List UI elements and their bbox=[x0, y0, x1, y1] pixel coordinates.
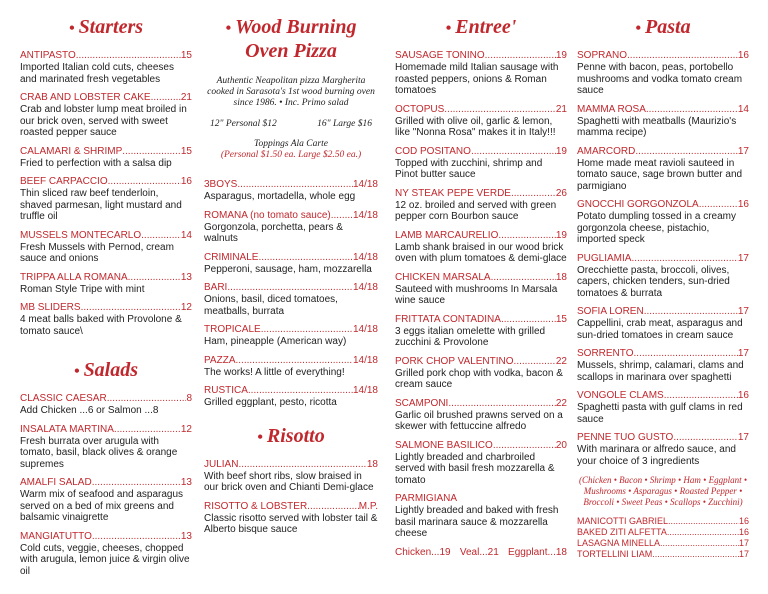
menu-item bbox=[577, 306, 749, 341]
leader-dots bbox=[511, 188, 556, 200]
menu-item bbox=[204, 252, 378, 276]
menu-item-description: Lamb shank braised in our wood brick oven with plum tomatoes & demi-glace bbox=[395, 241, 567, 264]
leader-dots bbox=[128, 272, 181, 284]
leader-dots bbox=[627, 50, 738, 62]
menu-item-name: BARI bbox=[204, 282, 228, 293]
menu-item-price: 16 bbox=[737, 50, 749, 61]
menu-item-name: PUGLIAMIA bbox=[577, 252, 632, 264]
pizza-intro: Authentic Neapolitan pizza Margherita cooked in Sarasota's 1st wood burning oven since 1986. • Inc. Primo salad bbox=[207, 76, 375, 108]
menu-item-name: LAMB MARCAURELIO bbox=[395, 229, 499, 241]
menu-item-description: Penne with bacon, peas, portobello mushrooms and vodka tomato cream sauce bbox=[577, 62, 743, 96]
column-starters-salads bbox=[20, 8, 192, 584]
menu-item-name: CLASSIC CAESAR bbox=[20, 393, 107, 404]
column-entree bbox=[395, 8, 567, 558]
menu-item bbox=[395, 230, 567, 265]
menu-item-name: LASAGNA MINELLA bbox=[577, 538, 661, 548]
menu-item-description: Fresh Mussels with Pernod, cream sauce and onions bbox=[20, 241, 174, 264]
menu-item-description: 12 oz. broiled and served with green pepper corn Bourbon sauce bbox=[395, 199, 557, 222]
leader-dots bbox=[660, 538, 739, 549]
leader-dots bbox=[668, 516, 739, 527]
menu-item-name: MANGIATUTTO bbox=[20, 530, 92, 542]
menu-item-price: 16 bbox=[737, 199, 749, 210]
leader-dots bbox=[237, 179, 353, 191]
menu-item-price: 19 bbox=[555, 145, 567, 157]
menu-item-description: Roman Style Tripe with mint bbox=[20, 283, 145, 295]
risotto-list bbox=[204, 459, 378, 536]
section-title-pasta: • Pasta bbox=[635, 16, 691, 38]
menu-item-header bbox=[395, 440, 567, 452]
leader-dots bbox=[261, 324, 353, 336]
menu-item-header bbox=[395, 398, 567, 410]
menu-item bbox=[395, 188, 567, 223]
size-personal: 12" Personal $12 bbox=[210, 119, 277, 129]
menu-item-price: 14 bbox=[737, 103, 749, 115]
leader-dots bbox=[151, 92, 181, 104]
leader-dots bbox=[122, 146, 181, 158]
section-title-salads: • Salads bbox=[73, 359, 139, 381]
menu-item-header bbox=[577, 390, 749, 402]
menu-item-price: 17 bbox=[737, 145, 749, 157]
menu-item bbox=[204, 282, 378, 317]
menu-item bbox=[20, 146, 192, 170]
menu-item-name: GNOCCHI GORGONZOLA bbox=[577, 199, 699, 210]
menu-item-name: CRAB AND LOBSTER CAKE bbox=[20, 92, 151, 103]
menu-item-name: SCAMPONI bbox=[395, 397, 449, 409]
menu-item-price: 18 bbox=[555, 271, 567, 283]
leader-dots bbox=[501, 314, 556, 326]
menu-item-header bbox=[577, 306, 749, 318]
leader-dots bbox=[631, 253, 737, 265]
menu-item-name: SAUSAGE TONINO bbox=[395, 50, 485, 61]
menu-item-header bbox=[577, 146, 749, 158]
menu-item-header bbox=[204, 501, 378, 513]
leader-dots bbox=[514, 356, 556, 368]
menu-item-price: 8 bbox=[186, 393, 192, 404]
menu-item bbox=[204, 501, 378, 536]
menu-item-header bbox=[395, 188, 567, 200]
menu-item-name: SOPRANO bbox=[577, 50, 628, 61]
menu-item-name: MAMMA ROSA bbox=[577, 103, 646, 115]
leader-dots bbox=[498, 230, 556, 242]
leader-dots bbox=[652, 549, 739, 560]
pasta-list bbox=[577, 50, 749, 467]
menu-item-description: Pepperoni, sausage, ham, mozzarella bbox=[204, 263, 372, 275]
leader-dots bbox=[141, 230, 181, 242]
menu-item-price: 16 bbox=[738, 516, 749, 526]
pasta-extra-item bbox=[577, 549, 749, 560]
menu-item bbox=[204, 385, 378, 409]
menu-item-name: PORK CHOP VALENTINO bbox=[395, 355, 514, 367]
menu-item bbox=[395, 314, 567, 349]
leader-dots bbox=[258, 252, 353, 264]
menu-item-price: 17 bbox=[738, 538, 749, 548]
menu-item-name: SORRENTO bbox=[577, 348, 634, 359]
menu-item-description: Lightly breaded and charbroiled served with basil fresh mozzarella & tomato bbox=[395, 451, 555, 486]
parmigiana-prices bbox=[395, 547, 567, 558]
leader-dots bbox=[448, 398, 556, 410]
menu-item-price: 22 bbox=[555, 355, 567, 367]
menu-item bbox=[204, 179, 378, 203]
menu-item-description: Home made meat ravioli sauteed in tomato sauce, sage brown butter and parmigiano bbox=[577, 157, 743, 192]
menu-item-price: 15 bbox=[555, 313, 567, 325]
menu-item-price: 26 bbox=[555, 187, 567, 199]
menu-item-description: Fried to perfection with a salsa dip bbox=[20, 157, 172, 169]
leader-dots bbox=[107, 393, 187, 405]
section-title-risotto: • Risotto bbox=[257, 424, 325, 447]
menu-item-description: Spaghetti with meatballs (Maurizio's mamma recipe) bbox=[577, 115, 737, 138]
menu-item-description: The works! A little of everything! bbox=[204, 366, 345, 378]
menu-item-price: 19 bbox=[555, 229, 567, 241]
menu-item-header bbox=[20, 176, 192, 188]
menu-item-name: PENNE TUO GUSTO bbox=[577, 432, 674, 443]
menu-item-description: Garlic oil brushed prawns served on a skewer with fettuccine alfredo bbox=[395, 409, 563, 432]
menu-item-name: BAKED ZITI ALFETTA bbox=[577, 527, 667, 537]
menu-item-header bbox=[577, 199, 749, 211]
menu-item-header bbox=[20, 424, 192, 436]
menu-item bbox=[204, 355, 378, 379]
column-pizza-risotto bbox=[204, 8, 378, 543]
leader-dots bbox=[81, 302, 181, 314]
menu-item-header bbox=[577, 348, 749, 360]
salads-list bbox=[20, 393, 192, 577]
menu-item bbox=[395, 272, 567, 307]
leader-dots bbox=[76, 50, 181, 62]
menu-item-description: Cappellini, crab meat, asparagus and sun-dried tomatoes in cream sauce bbox=[577, 318, 743, 341]
menu-item-description: Homemade mild Italian sausage with roasted peppers, onions & Roman tomatoes bbox=[395, 62, 559, 96]
menu-item-price: 21 bbox=[180, 92, 192, 103]
menu-item-header bbox=[20, 272, 192, 284]
menu-item-header bbox=[204, 252, 378, 264]
menu-item-price: 17 bbox=[737, 348, 749, 359]
menu-item-price: 17 bbox=[737, 306, 749, 317]
menu-item bbox=[20, 393, 192, 417]
pasta-extras-list bbox=[577, 516, 749, 560]
menu-item-description: Gorgonzola, porchetta, pears & walnuts bbox=[204, 221, 343, 244]
menu-item-name: ROMANA (no tomato sauce) bbox=[204, 209, 331, 221]
leader-dots bbox=[644, 306, 738, 318]
menu-item bbox=[395, 104, 567, 139]
menu-item-name: NY STEAK PEPE VERDE bbox=[395, 187, 511, 199]
menu-item-header bbox=[577, 253, 749, 265]
section-title-starters: • Starters bbox=[68, 16, 144, 38]
menu-item bbox=[20, 176, 192, 223]
menu-item-price: M.P. bbox=[358, 500, 378, 512]
menu-item-name: INSALATA MARTINA bbox=[20, 423, 114, 435]
menu-item bbox=[20, 302, 192, 337]
menu-item-name: OCTOPUS bbox=[395, 103, 445, 115]
leader-dots bbox=[248, 385, 353, 397]
menu-item-header bbox=[204, 324, 378, 336]
menu-item-name: TRIPPA ALLA ROMANA bbox=[20, 271, 128, 283]
menu-item-price: 14 bbox=[180, 229, 192, 241]
leader-dots bbox=[108, 176, 181, 188]
menu-item-name: RISOTTO & LOBSTER bbox=[204, 500, 308, 512]
menu-item-name: SALMONE BASILICO bbox=[395, 439, 493, 451]
toppings-prices: (Personal $1.50 ea. Large $2.50 ea.) bbox=[220, 150, 362, 160]
menu-item bbox=[577, 104, 749, 139]
menu-item-name: TORTELLINI LIAM bbox=[577, 549, 653, 559]
pasta-extra-item bbox=[577, 527, 749, 538]
leader-dots bbox=[227, 282, 353, 294]
leader-dots bbox=[667, 527, 739, 538]
entree-list bbox=[395, 50, 567, 540]
menu-item bbox=[204, 324, 378, 348]
menu-item-name: COD POSITANO bbox=[395, 145, 471, 157]
menu-item-name: RUSTICA bbox=[204, 385, 248, 396]
menu-item-price: 19 bbox=[555, 50, 567, 61]
menu-item bbox=[577, 348, 749, 383]
menu-item bbox=[20, 50, 192, 85]
menu-item bbox=[395, 50, 567, 97]
menu-item-price: 20 bbox=[555, 439, 567, 451]
pizza-list bbox=[204, 179, 378, 409]
menu-item-description: Lightly breaded and baked with fresh basil marinara sauce & mozzarella cheese bbox=[395, 505, 559, 539]
menu-item bbox=[20, 477, 192, 524]
leader-dots bbox=[331, 210, 353, 222]
menu-item-description: Ham, pineapple (American way) bbox=[204, 336, 347, 347]
menu-item-header bbox=[204, 210, 378, 222]
leader-dots bbox=[699, 199, 738, 211]
pasta-ingredient-choices: (Chicken • Bacon • Shrimp • Ham • Eggplant • Mushrooms • Asparagus • Roasted Pepper • Broccoli • Sweet Peas • Scallops • Zucchini) bbox=[579, 475, 747, 507]
menu-item-price: 14/18 bbox=[352, 282, 378, 293]
menu-item-name: CHICKEN MARSALA bbox=[395, 271, 491, 283]
menu-item bbox=[395, 398, 567, 433]
menu-item-description: With marinara or alfredo sauce, and your choice of 3 ingredients bbox=[577, 444, 736, 467]
leader-dots bbox=[646, 104, 738, 116]
menu-item bbox=[395, 493, 567, 540]
menu-item-price: 13 bbox=[180, 530, 192, 542]
size-large: 16" Large $16 bbox=[317, 119, 372, 129]
menu-item-header bbox=[577, 50, 749, 62]
menu-item bbox=[20, 531, 192, 578]
menu-item-price: 14/18 bbox=[352, 251, 378, 263]
menu-item-description: Sauteed with mushrooms In Marsala wine sauce bbox=[395, 283, 558, 306]
menu-item-price: 17 bbox=[737, 432, 749, 443]
menu-item-description: Grilled with olive oil, garlic & lemon, like "Nonna Rosa" makes it in Italy!!! bbox=[395, 115, 556, 138]
leader-dots bbox=[493, 440, 556, 452]
menu-item-name: BEEF CARPACCIO bbox=[20, 176, 108, 187]
menu-item-price: 14/18 bbox=[352, 385, 378, 396]
menu-item-description: Mussels, shrimp, calamari, clams and scallops in marinara over spaghetti bbox=[577, 360, 744, 383]
leader-dots bbox=[444, 104, 556, 116]
menu-item-price: 16 bbox=[738, 527, 749, 537]
menu-item-header bbox=[204, 355, 378, 367]
menu-item bbox=[577, 199, 749, 246]
menu-item-header bbox=[395, 493, 567, 505]
menu-item bbox=[577, 390, 749, 425]
leader-dots bbox=[485, 50, 556, 62]
menu-item-header bbox=[395, 230, 567, 242]
menu-item-name: PAZZA bbox=[204, 354, 236, 366]
menu-item-description: Orecchiette pasta, broccoli, olives, capers, chicken tenders, sun-dried tomatoes & burrata bbox=[577, 264, 730, 299]
menu-item-name: JULIAN bbox=[204, 458, 239, 470]
menu-item bbox=[20, 230, 192, 265]
menu-item-name: AMARCORD bbox=[577, 145, 636, 157]
menu-item-header bbox=[20, 92, 192, 104]
menu-item-price: 18 bbox=[366, 458, 378, 470]
menu-item-price: 17 bbox=[737, 252, 749, 264]
menu-item-name: PARMIGIANA bbox=[395, 493, 458, 504]
menu-item-name: CALAMARI & SHRIMP bbox=[20, 145, 123, 157]
menu-item bbox=[204, 459, 378, 494]
menu-item bbox=[395, 440, 567, 487]
menu-item-name: FRITTATA CONTADINA bbox=[395, 313, 501, 325]
menu-item-description: Classic risotto served with lobster tail & Alberto bisque sauce bbox=[204, 512, 378, 535]
menu-item-description: Spaghetti pasta with gulf clams in red sauce bbox=[577, 402, 743, 425]
toppings-title: Toppings Ala Carte bbox=[254, 139, 328, 149]
menu-item-header bbox=[395, 104, 567, 116]
menu-item bbox=[577, 432, 749, 467]
menu-item-price: 17 bbox=[738, 549, 749, 559]
menu-item-header bbox=[577, 104, 749, 116]
toppings-note bbox=[204, 139, 378, 161]
menu-item bbox=[20, 424, 192, 471]
menu-item-description: Grilled pork chop with vodka, bacon & cream sauce bbox=[395, 367, 563, 390]
menu-item-price: 16 bbox=[737, 390, 749, 401]
menu-item-name: AMALFI SALAD bbox=[20, 477, 92, 488]
menu-item-description: 3 eggs italian omelette with grilled zucchini & Provolone bbox=[395, 325, 546, 348]
menu-item-price: 14/18 bbox=[352, 324, 378, 335]
menu-item-name: 3BOYS bbox=[204, 179, 238, 190]
menu-item-description: Asparagus, mortadella, whole egg bbox=[204, 191, 356, 202]
column-pasta bbox=[577, 8, 749, 560]
menu-item-description: Crab and lobster lump meat broiled in our brick oven, served with sweet roasted pepper sauce bbox=[20, 104, 187, 138]
menu-item-name: MANICOTTI GABRIEL bbox=[577, 516, 669, 526]
menu-item-header bbox=[204, 282, 378, 294]
menu-item-header bbox=[395, 272, 567, 284]
menu-item bbox=[20, 92, 192, 139]
menu-item-header bbox=[395, 50, 567, 62]
menu-item-description: Imported Italian cold cuts, cheeses and marinated fresh vegetables bbox=[20, 62, 174, 85]
menu-item-name: ANTIPASTO bbox=[20, 50, 76, 61]
menu-item-header bbox=[20, 146, 192, 158]
menu-item bbox=[395, 356, 567, 391]
menu-item-description: Cold cuts, veggie, cheeses, chopped with arugula, lemon juice & virgin olive oil bbox=[20, 542, 190, 577]
parm-chicken-price: Chicken...19 bbox=[395, 546, 451, 558]
menu-item bbox=[577, 50, 749, 97]
leader-dots bbox=[491, 272, 556, 284]
menu-item-price: 12 bbox=[180, 302, 192, 313]
leader-dots bbox=[114, 424, 181, 436]
menu-item-header bbox=[20, 230, 192, 242]
parm-eggplant-price: Eggplant...18 bbox=[508, 546, 567, 558]
menu-item-name: TROPICALE bbox=[204, 324, 261, 335]
pizza-sizes bbox=[210, 119, 372, 129]
leader-dots bbox=[235, 355, 352, 367]
leader-dots bbox=[238, 459, 366, 471]
menu-item-price: 14/18 bbox=[352, 354, 378, 366]
menu-item-header bbox=[204, 179, 378, 191]
menu-item bbox=[395, 146, 567, 181]
menu-item-price: 16 bbox=[180, 176, 192, 187]
menu-item-description: Topped with zucchini, shrimp and Pinot butter sauce bbox=[395, 157, 543, 180]
menu-item-price: 13 bbox=[180, 477, 192, 488]
menu-item-price: 22 bbox=[555, 397, 567, 409]
menu-item-header bbox=[395, 356, 567, 368]
menu-item-price: 15 bbox=[180, 50, 192, 61]
menu-item bbox=[577, 146, 749, 193]
menu-item-name: CRIMINALE bbox=[204, 251, 259, 263]
menu-item-name: MB SLIDERS bbox=[20, 302, 81, 313]
menu-item-header bbox=[204, 385, 378, 397]
pasta-extra-item bbox=[577, 516, 749, 527]
menu-item-description: Onions, basil, diced tomatoes, meatballs, burrata bbox=[204, 294, 338, 317]
leader-dots bbox=[307, 501, 359, 513]
section-title-pizza: • Wood Burning Oven Pizza bbox=[225, 16, 357, 62]
menu-item-description: 4 meat balls baked with Provolone & tomato sauce\ bbox=[20, 314, 182, 337]
menu-item bbox=[20, 272, 192, 296]
menu-item-header bbox=[20, 302, 192, 314]
menu-item bbox=[577, 253, 749, 300]
leader-dots bbox=[664, 390, 738, 402]
menu-item-description: With beef short ribs, slow braised in our brick oven and Chianti Demi-glace bbox=[204, 470, 374, 493]
menu-item-header bbox=[577, 432, 749, 444]
menu-item-price: 14/18 bbox=[352, 179, 378, 190]
menu-item-price: 15 bbox=[180, 145, 192, 157]
menu-item-header bbox=[204, 459, 378, 471]
menu-item-description: Grilled eggplant, pesto, ricotta bbox=[204, 397, 337, 408]
starters-list bbox=[20, 50, 192, 337]
menu-item-description: Add Chicken ...6 or Salmon ...8 bbox=[20, 405, 159, 416]
menu-item-price: 12 bbox=[180, 423, 192, 435]
menu-item-price: 13 bbox=[180, 271, 192, 283]
menu-item-description: Warm mix of seafood and asparagus served on a bed of mix greens and balsamic vinaigrette bbox=[20, 489, 184, 523]
menu-item-name: MUSSELS MONTECARLO bbox=[20, 229, 142, 241]
leader-dots bbox=[635, 146, 738, 158]
menu-item-header bbox=[395, 314, 567, 326]
menu-item-header bbox=[20, 477, 192, 489]
menu-item-header bbox=[20, 50, 192, 62]
menu-item-price: 14/18 bbox=[352, 209, 378, 221]
pasta-extra-item bbox=[577, 538, 749, 549]
menu-item-description: Thin sliced raw beef tenderloin, shaved parmesan, light mustard and truffle oil bbox=[20, 188, 182, 222]
menu-item-name: SOFIA LOREN bbox=[577, 306, 644, 317]
leader-dots bbox=[673, 432, 738, 444]
section-title-entree: • Entree' bbox=[445, 16, 517, 38]
leader-dots bbox=[92, 477, 181, 489]
menu-item-price: 21 bbox=[555, 103, 567, 115]
leader-dots bbox=[634, 348, 738, 360]
menu-item-name: VONGOLE CLAMS bbox=[577, 390, 664, 401]
parm-veal-price: Veal...21 bbox=[459, 546, 499, 558]
leader-dots bbox=[471, 146, 556, 158]
leader-dots bbox=[92, 531, 181, 543]
menu-item-description: Potato dumpling tossed in a creamy gorgonzola cheese, pistachio, imported speck bbox=[577, 211, 736, 245]
menu-item-header bbox=[20, 393, 192, 405]
menu-item-header bbox=[20, 531, 192, 543]
menu-item-description: Fresh burrata over arugula with tomato, basil, black olives & orange supremes bbox=[20, 435, 178, 470]
menu-item-header bbox=[395, 146, 567, 158]
menu-item bbox=[204, 210, 378, 245]
